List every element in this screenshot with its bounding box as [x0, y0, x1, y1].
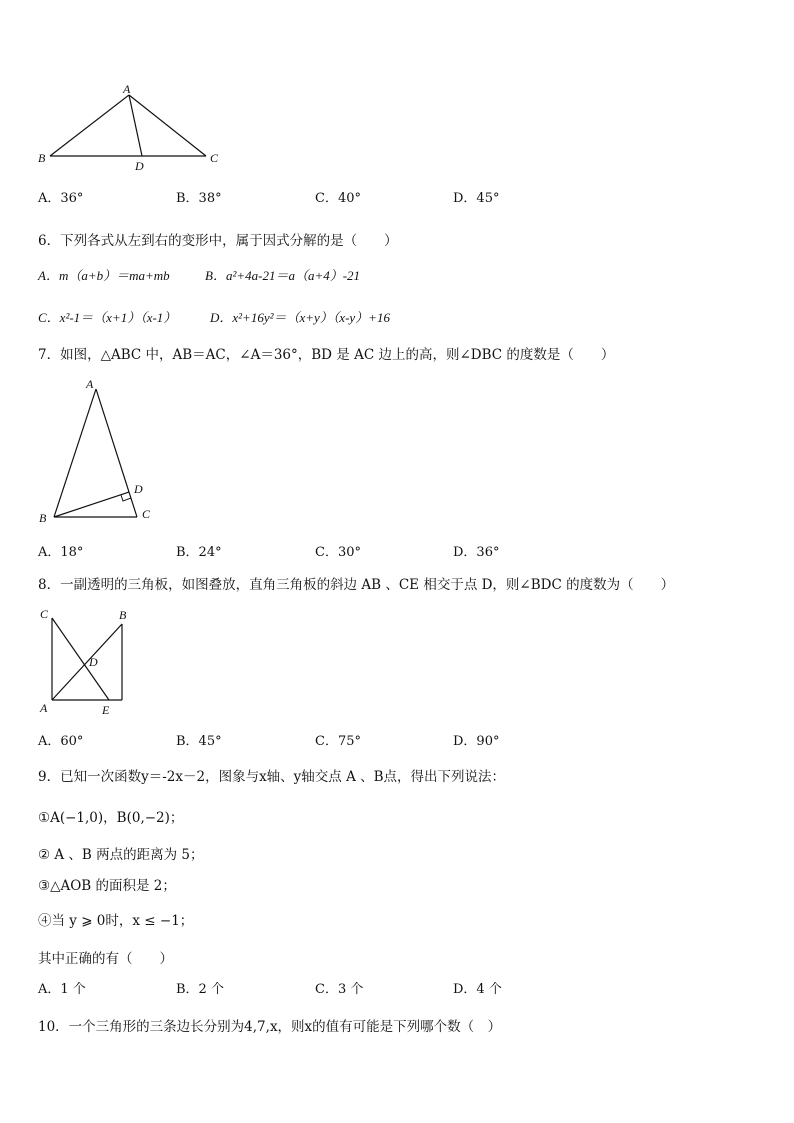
label-d: D	[89, 655, 98, 669]
q7-option-d[interactable]: D．36°	[453, 545, 500, 560]
label-c: C	[210, 151, 219, 165]
label-d: D	[135, 159, 144, 173]
q9-option-a[interactable]: A．1 个	[38, 982, 86, 997]
q8-option-a[interactable]: A．60°	[38, 734, 84, 749]
q8-option-b[interactable]: B．45°	[176, 734, 222, 749]
q7-stem: 7．如图，△ABC 中，AB＝AC，∠A＝36°，BD 是 AC 边上的高，则∠DBC 的度数是（ ）	[38, 347, 615, 363]
q8-option-c[interactable]: C．75°	[315, 734, 361, 749]
label-c: C	[142, 507, 151, 521]
figure-set-squares	[34, 604, 144, 716]
q6-option-b[interactable]: B．a²+4a-21＝a（a+4）-21	[205, 268, 361, 283]
q5-option-c[interactable]: C．40°	[315, 191, 361, 206]
q9-option-d[interactable]: D．4 个	[453, 982, 502, 997]
label-a: A	[86, 377, 94, 391]
label-c: C	[40, 607, 49, 621]
q9-stem: 9．已知一次函数y＝-2x－2，图象与x轴、y轴交点 A 、B点，得出下列说法：	[38, 769, 506, 785]
q6-stem: 6．下列各式从左到右的变形中，属于因式分解的是（ ）	[38, 233, 398, 249]
q9-statement-1: ①A(−1,0)，B(0,−2)；	[38, 810, 184, 826]
label-a: A	[123, 82, 131, 96]
q6-option-a[interactable]: A．m（a+b）＝ma+mb	[38, 268, 170, 283]
q8-stem: 8．一副透明的三角板，如图叠放，直角三角板的斜边 AB 、CE 相交于点 D，则∠BDC 的度数为（ ）	[38, 577, 675, 593]
label-b: B	[119, 608, 127, 622]
q9-statement-2: ② A 、B 两点的距离为 5；	[38, 847, 204, 863]
q5-option-b[interactable]: B．38°	[176, 191, 222, 206]
q6-option-c[interactable]: C．x²-1＝（x+1）（x-1）	[38, 310, 177, 325]
label-e: E	[102, 703, 110, 716]
q10-stem: 10．一个三角形的三条边长分别为4,7,x，则x的值有可能是下列哪个数（ ）	[38, 1019, 502, 1035]
label-a: A	[40, 701, 48, 715]
q9-statement-4: ④当 y ⩾ 0时，x ≤ −1；	[38, 913, 194, 929]
q9-statement-3: ③△AOB 的面积是 2；	[38, 878, 176, 894]
q7-option-c[interactable]: C．30°	[315, 545, 361, 560]
q7-option-b[interactable]: B．24°	[176, 545, 222, 560]
label-d: D	[134, 482, 143, 496]
figure-isosceles-triangle	[34, 372, 164, 532]
q9-option-b[interactable]: B．2 个	[176, 982, 224, 997]
q6-option-d[interactable]: D．x²+16y²＝（x+y）（x-y）+16	[210, 310, 390, 325]
q8-option-d[interactable]: D．90°	[453, 734, 500, 749]
q9-question: 其中正确的有（ ）	[38, 951, 173, 967]
label-b: B	[38, 151, 46, 165]
q5-option-d[interactable]: D．45°	[453, 191, 500, 206]
q5-option-a[interactable]: A．36°	[38, 191, 84, 206]
q7-option-a[interactable]: A．18°	[38, 545, 84, 560]
label-b: B	[39, 511, 47, 525]
figure-triangle-abc-d	[34, 80, 234, 175]
q9-option-c[interactable]: C．3 个	[315, 982, 364, 997]
